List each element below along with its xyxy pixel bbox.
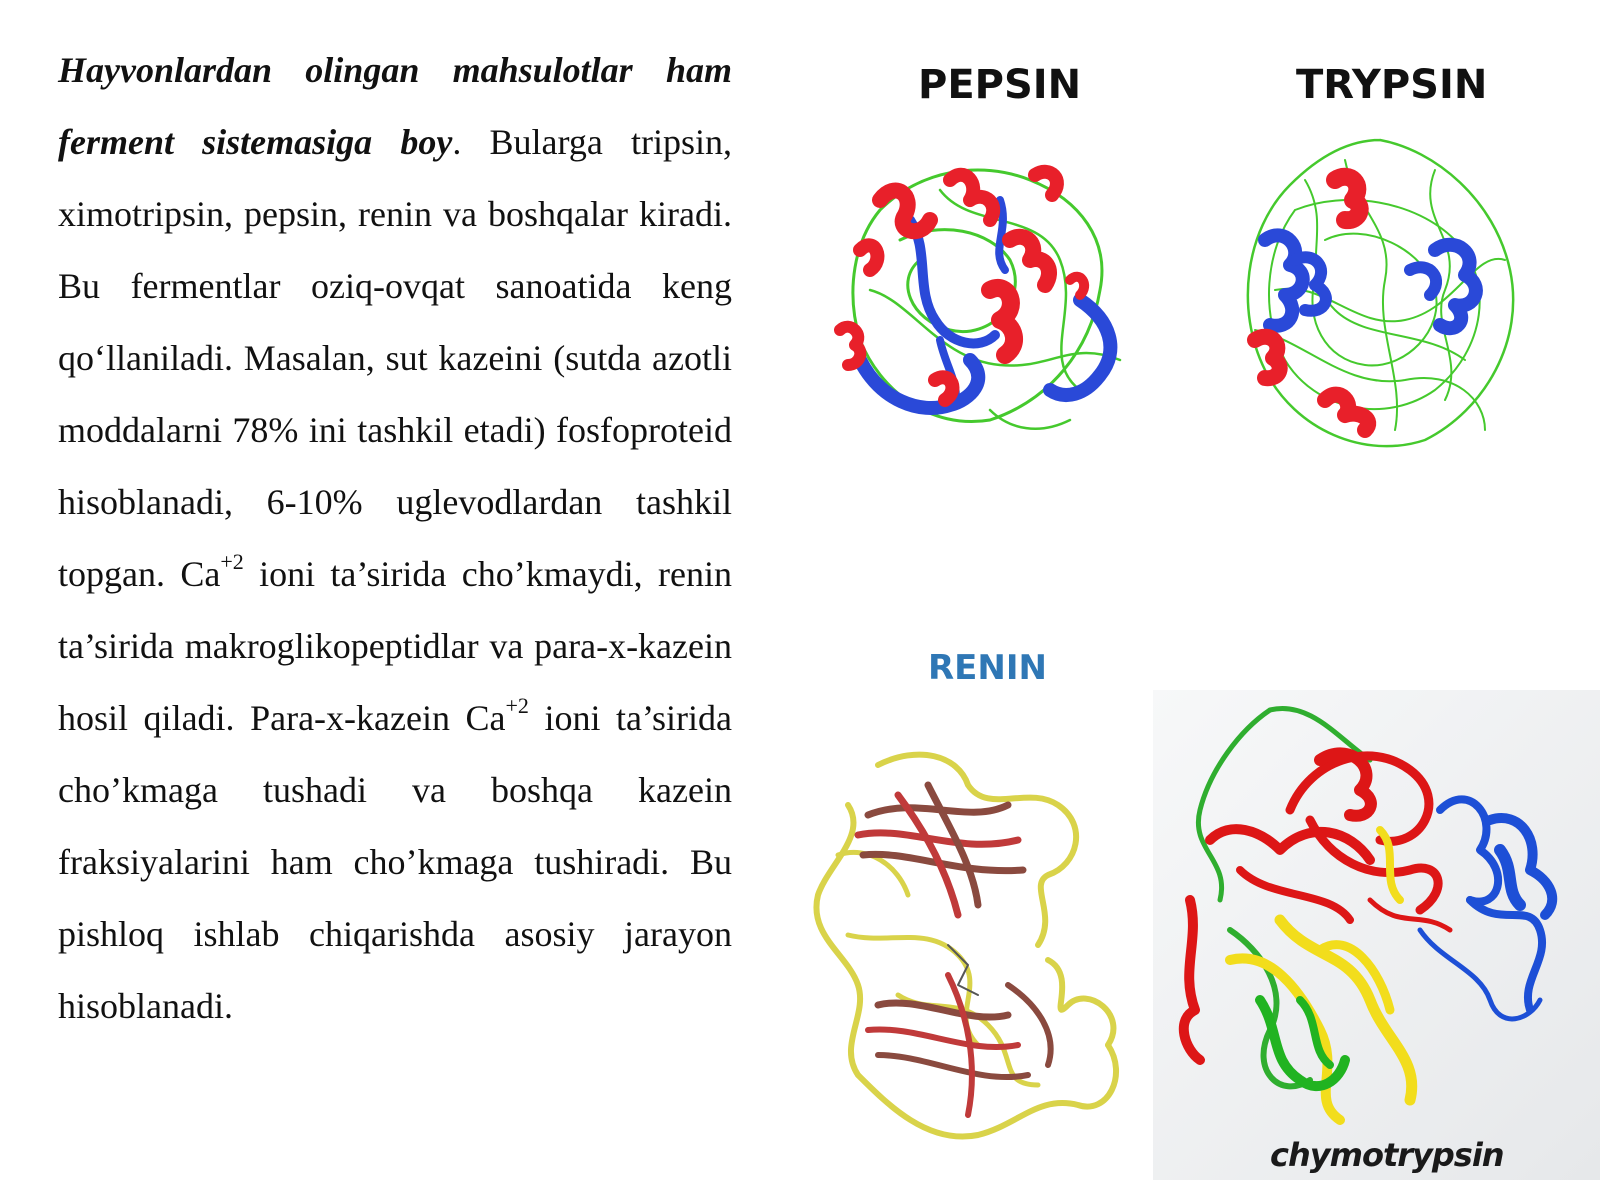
lead-sentence: Hayvonlardan olingan mahsulotlar ham ferment sistemasiga boy <box>58 50 732 162</box>
paragraph-part-2: ioni ta’sirida cho’kmaydi, renin ta’sirida makroglikopeptidlar va para-x-kazein hosil qiladi. Para-x-kazein Ca <box>58 554 732 738</box>
paragraph-part-1: Bularga tripsin, ximotripsin, pepsin, renin va boshqalar kiradi. Bu fermentlar oziq-ovqat sanoatida keng qo‘llaniladi. Masalan, sut kazeini (sutda azotli moddalarni 78% ini tashkil etadi) fosfoproteid hisoblanadi, 6-10% uglevodlardan tashkil topgan. Ca <box>58 122 732 594</box>
pepsin-structure-image <box>840 150 1150 450</box>
calcium-charge-1: +2 <box>220 549 244 574</box>
renin-title: RENIN <box>928 648 1047 688</box>
trypsin-structure-image <box>1235 130 1525 460</box>
body-paragraph <box>58 34 732 1042</box>
trypsin-title: TRYPSIN <box>1296 62 1488 108</box>
chymotrypsin-label: chymotrypsin <box>1270 1136 1504 1174</box>
renin-structure-image <box>808 745 1138 1165</box>
chymotrypsin-structure-image <box>1170 700 1590 1140</box>
calcium-charge-2: +2 <box>505 693 529 718</box>
paragraph-part-3: ioni ta’sirida cho’kmaga tushadi va boshqa kazein fraksiyalarini ham cho’kmaga tushiradi. Bu pishloq ishlab chiqarishda asosiy jarayon hisoblanadi. <box>58 698 732 1026</box>
pepsin-title: PEPSIN <box>918 62 1082 108</box>
lead-period: . <box>452 122 462 162</box>
